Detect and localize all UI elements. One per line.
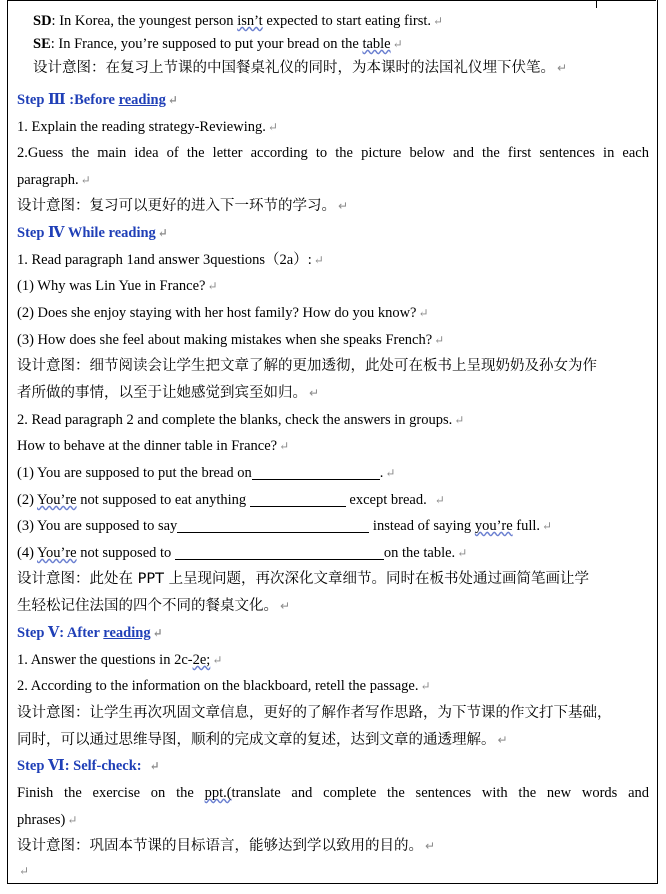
paragraph-mark-icon: ↵ — [542, 519, 553, 533]
step-3-label: Step Ⅲ :Before — [17, 92, 119, 108]
design-intent-5-cont — [17, 727, 508, 753]
fill-blank-2-num: (2) — [17, 492, 37, 508]
paragraph-mark-icon: ↵ — [280, 599, 291, 613]
step-5-item-1 — [17, 647, 222, 673]
fill-blank-3-youre: you’re — [474, 518, 513, 534]
step-6-item — [17, 780, 649, 806]
paragraph-mark-icon: ↵ — [434, 333, 445, 347]
paragraph-mark-icon: ↵ — [279, 439, 290, 453]
se-line — [33, 31, 403, 57]
sd-text: : In Korea, the youngest person — [51, 13, 238, 29]
design-intent-4 — [17, 566, 589, 592]
step-3-item-2-cont — [17, 167, 91, 193]
paragraph-mark-icon: ↵ — [497, 733, 508, 747]
paragraph-mark-icon: ↵ — [149, 759, 160, 773]
fill-blank-1-end: . — [379, 465, 384, 481]
question-2-text: (2) Does she enjoy staying with her host family? How do you know? — [17, 305, 417, 321]
design-intent-3-cont — [17, 380, 319, 406]
paragraph-mark-icon: ↵ — [418, 306, 429, 320]
paragraph-mark-icon: ↵ — [80, 173, 91, 187]
question-3-text: (3) How does she feel about making mistakes when she speaks French? — [17, 332, 433, 348]
step-6-item-cont-text: phrases) — [17, 812, 66, 828]
fill-blank-1 — [17, 460, 395, 486]
fill-blank-4-text: not supposed to — [76, 545, 175, 561]
step-3-item-1 — [17, 114, 278, 140]
paragraph-mark-icon: ↵ — [309, 386, 320, 400]
fill-blank-3-text: (3) You are supposed to say — [17, 518, 178, 534]
paragraph-mark-icon: ↵ — [392, 37, 403, 51]
behave-question — [17, 433, 289, 459]
sd-end: expected to start eating first. — [262, 13, 432, 29]
design-intent-3-cont-text: 者所做的事情，以至于让她感觉到宾至如归。 — [17, 385, 307, 401]
paragraph-mark-icon: ↵ — [385, 466, 396, 480]
answer-blank[interactable] — [252, 464, 380, 480]
paragraph-mark-icon: ↵ — [433, 14, 444, 28]
paragraph-mark-icon: ↵ — [67, 813, 78, 827]
paragraph-mark-icon: ↵ — [212, 653, 223, 667]
step-4-heading — [17, 220, 168, 246]
step-6-heading — [17, 753, 160, 779]
sd-isnt: isn’t — [237, 13, 263, 29]
se-table: table — [362, 36, 391, 52]
fill-blank-4-youre: You’re — [37, 545, 77, 561]
empty-paragraph — [17, 858, 29, 884]
question-3 — [17, 327, 444, 353]
step-5-heading — [17, 620, 163, 646]
design-intent-5-text: 设计意图：让学生再次巩固文章信息，更好的了解作者写作思路，为下节课的作文打下基础， — [17, 705, 612, 721]
fill-blank-2-end: except bread. — [345, 492, 427, 508]
se-text: : In France, you’re supposed to put your bread on the — [50, 36, 363, 52]
step-3-item-1-text: 1. Explain the reading strategy-Reviewing. — [17, 119, 266, 135]
design-intent-2-text: 设计意图：复习可以更好的进入下一环节的学习。 — [17, 198, 336, 214]
paragraph-mark-icon: ↵ — [454, 413, 465, 427]
paragraph-mark-icon: ↵ — [434, 493, 445, 507]
design-intent-5-cont-text: 同时，可以通过思维导图，顺利的完成文章的复述，达到文章的通透理解。 — [17, 732, 496, 748]
step-3-reading: reading — [118, 92, 166, 108]
fill-blank-4-end: on the table. — [383, 545, 456, 561]
step-5-label: Step Ⅴ: After — [17, 625, 104, 641]
question-1-text: (1) Why was Lin Yue in France? — [17, 278, 206, 294]
paragraph-mark-icon: ↵ — [338, 199, 349, 213]
paragraph-mark-icon: ↵ — [267, 120, 278, 134]
paragraph-mark-icon: ↵ — [313, 253, 324, 267]
step-4-item-2 — [17, 407, 464, 433]
fill-blank-2-text: not supposed to eat anything — [76, 492, 250, 508]
design-intent-1-text: 设计意图：在复习上节课的中国餐桌礼仪的同时，为本课时的法国礼仪埋下伏笔。 — [33, 60, 555, 76]
paragraph-mark-icon: ↵ — [457, 546, 468, 560]
step-3-item-2-cont-text: paragraph. — [17, 172, 79, 188]
step-5-item-1-text: 1. Answer the questions in 2c- — [17, 652, 193, 668]
step-3-item-2-text: 2.Guess the main idea of the letter according to the picture below and the first sentences in each — [17, 145, 649, 161]
step-5-reading: reading — [103, 625, 151, 641]
fill-blank-3-mid: instead of saying — [369, 518, 475, 534]
answer-blank[interactable] — [175, 544, 384, 560]
paragraph-mark-icon: ↵ — [152, 626, 163, 640]
paragraph-mark-icon: ↵ — [167, 93, 178, 107]
step-4-item-1 — [17, 247, 324, 273]
design-intent-4-cont — [17, 593, 290, 619]
step-3-item-2 — [17, 140, 649, 166]
step-4-item-1-text: 1. Read paragraph 1and answer 3questions（2a）: — [17, 252, 312, 268]
step-3-heading — [17, 87, 178, 113]
design-intent-1 — [33, 55, 567, 81]
step-6-item-ppt: ppt.( — [204, 785, 232, 801]
step-6-item-rest: translate and complete the sentences with the new words and — [231, 785, 650, 801]
paragraph-mark-icon: ↵ — [207, 279, 218, 293]
design-intent-6 — [17, 833, 435, 859]
design-intent-3 — [17, 353, 597, 379]
step-5-item-2 — [17, 673, 431, 699]
fill-blank-3 — [17, 513, 552, 539]
fill-blank-3-end: full. — [512, 518, 541, 534]
fill-blank-2-youre: You’re — [37, 492, 77, 508]
paragraph-mark-icon: ↵ — [425, 839, 436, 853]
step-6-item-cont — [17, 807, 77, 833]
question-2 — [17, 300, 429, 326]
step-5-item-2-text: 2. According to the information on the blackboard, retell the passage. — [17, 678, 419, 694]
step-4-item-2-text: 2. Read paragraph 2 and complete the blanks, check the answers in groups. — [17, 412, 453, 428]
design-intent-5 — [17, 700, 612, 726]
behave-question-text: How to behave at the dinner table in France? — [17, 438, 278, 454]
paragraph-mark-icon: ↵ — [19, 864, 30, 878]
fill-blank-1-text: (1) You are supposed to put the bread on — [17, 465, 252, 481]
design-intent-6-text: 设计意图：巩固本节课的目标语言，能够达到学以致用的目的。 — [17, 838, 423, 854]
design-intent-4-cont-text: 生轻松记住法国的四个不同的餐桌文化。 — [17, 598, 278, 614]
paragraph-mark-icon: ↵ — [157, 226, 168, 240]
sd-label: SD — [33, 13, 52, 29]
design-intent-3-text: 设计意图：细节阅读会让学生把文章了解的更加透彻，此处可在板书上呈现奶奶及孙女为作 — [17, 358, 597, 374]
fill-blank-2 — [17, 487, 445, 513]
fill-blank-4-num: (4) — [17, 545, 37, 561]
se-label: SE — [33, 36, 51, 52]
answer-blank[interactable] — [177, 517, 369, 533]
design-intent-4-text: 设计意图：此处在 PPT 上呈现问题，再次深化文章细节。同时在板书处通过画简笔画让学 — [17, 571, 590, 587]
step-6-label: Step Ⅵ: Self-check: — [17, 758, 142, 774]
answer-blank[interactable] — [250, 491, 346, 507]
step-6-item-text: Finish the exercise on the — [17, 785, 205, 801]
paragraph-mark-icon: ↵ — [557, 61, 568, 75]
question-1 — [17, 273, 218, 299]
step-5-item-1-ref: 2e; — [192, 652, 211, 668]
fill-blank-4 — [17, 540, 467, 566]
step-4-label: Step Ⅳ While reading — [17, 225, 156, 241]
paragraph-mark-icon: ↵ — [420, 679, 431, 693]
design-intent-2 — [17, 193, 348, 219]
